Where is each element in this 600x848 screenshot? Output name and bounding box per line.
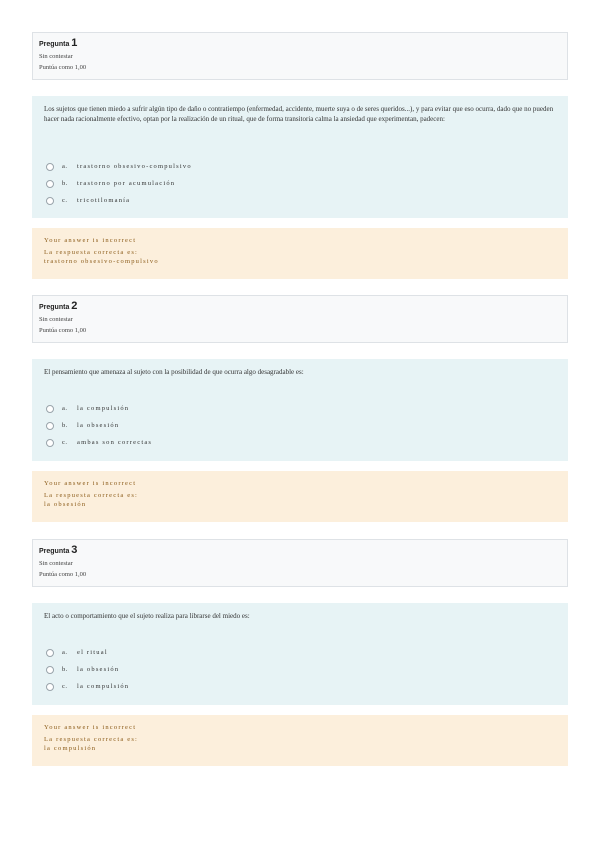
question-label: Pregunta <box>39 548 70 555</box>
question-number <box>39 544 561 556</box>
answer-option-a[interactable] <box>46 400 152 417</box>
question-info-2 <box>32 295 568 343</box>
answer-option-a[interactable] <box>46 158 192 175</box>
answer-options <box>46 400 152 451</box>
option-text: la obsesión <box>77 666 120 673</box>
option-letter: a. <box>62 163 68 170</box>
correct-answer-label: La respuesta correcta es: <box>44 249 139 256</box>
question-info-1 <box>32 32 568 80</box>
question-formulation-1 <box>32 96 568 218</box>
question-state: Sin contestar <box>39 560 73 567</box>
option-letter: b. <box>62 180 68 187</box>
correct-answer-label: La respuesta correcta es: <box>44 492 139 499</box>
question-text: El pensamiento que amenaza al sujeto con la posibilidad de que ocurra algo desagradable es: <box>44 368 304 376</box>
answer-option-b[interactable] <box>46 661 129 678</box>
option-letter: b. <box>62 666 68 673</box>
question-grade: Puntúa como 1,00 <box>39 327 87 334</box>
option-text: tricotilomanía <box>77 197 131 204</box>
question-grade: Puntúa como 1,00 <box>39 571 87 578</box>
correct-answer-label: La respuesta correcta es: <box>44 736 139 743</box>
radio-icon[interactable] <box>46 439 54 447</box>
question-state: Sin contestar <box>39 53 73 60</box>
correct-answer-text: la compulsión <box>44 745 97 752</box>
question-number <box>39 300 561 312</box>
option-letter: c. <box>62 439 68 446</box>
question-number-value: 2 <box>71 300 78 312</box>
option-text: ambas son correctas <box>77 439 153 446</box>
option-text: la compulsión <box>77 405 130 412</box>
option-letter: c. <box>62 197 68 204</box>
radio-icon[interactable] <box>46 163 54 171</box>
option-text: la obsesión <box>77 422 120 429</box>
option-letter: c. <box>62 683 68 690</box>
question-feedback-2 <box>32 471 568 522</box>
option-letter: b. <box>62 422 68 429</box>
question-number <box>39 37 561 49</box>
question-info-3 <box>32 539 568 587</box>
answer-options <box>46 644 129 695</box>
radio-icon[interactable] <box>46 405 54 413</box>
question-number-value: 1 <box>71 37 78 49</box>
question-feedback-1 <box>32 228 568 279</box>
answer-option-c[interactable] <box>46 678 129 695</box>
question-label: Pregunta <box>39 304 70 311</box>
radio-icon[interactable] <box>46 422 54 430</box>
feedback-title: Your answer is incorrect <box>44 480 137 487</box>
question-text: El acto o comportamiento que el sujeto realiza para librarse del miedo es: <box>44 612 250 620</box>
answer-option-c[interactable] <box>46 192 192 209</box>
answer-option-b[interactable] <box>46 175 192 192</box>
answer-option-a[interactable] <box>46 644 129 661</box>
feedback-title: Your answer is incorrect <box>44 724 137 731</box>
question-feedback-3 <box>32 715 568 766</box>
question-number-value: 3 <box>71 544 78 556</box>
question-grade: Puntúa como 1,00 <box>39 64 87 71</box>
radio-icon[interactable] <box>46 683 54 691</box>
option-text: trastorno obsesivo-compulsivo <box>77 163 192 170</box>
question-label: Pregunta <box>39 41 70 48</box>
option-text: el ritual <box>77 649 108 656</box>
radio-icon[interactable] <box>46 649 54 657</box>
correct-answer-text: la obsesión <box>44 501 87 508</box>
option-letter: a. <box>62 649 68 656</box>
option-text: la compulsión <box>77 683 130 690</box>
option-letter: a. <box>62 405 68 412</box>
radio-icon[interactable] <box>46 197 54 205</box>
option-text: trastorno por acumulación <box>77 180 176 187</box>
correct-answer-text: trastorno obsesivo-compulsivo <box>44 258 159 265</box>
radio-icon[interactable] <box>46 666 54 674</box>
answer-option-b[interactable] <box>46 417 152 434</box>
question-text: Los sujetos que tienen miedo a sufrir algún tipo de daño o contratiempo (enfermedad, accidente, muerte suya o de seres queridos...), y para evitar que eso ocurra, dado que no pueden hacer nada racionalmente efectivo, optan por la realización de un ritual, que de forma transitoria calma la ansiedad que experimentan, padecen: <box>44 105 554 123</box>
question-formulation-2 <box>32 359 568 461</box>
answer-options <box>46 158 192 209</box>
answer-option-c[interactable] <box>46 434 152 451</box>
radio-icon[interactable] <box>46 180 54 188</box>
question-formulation-3 <box>32 603 568 705</box>
question-state: Sin contestar <box>39 316 73 323</box>
feedback-title: Your answer is incorrect <box>44 237 137 244</box>
